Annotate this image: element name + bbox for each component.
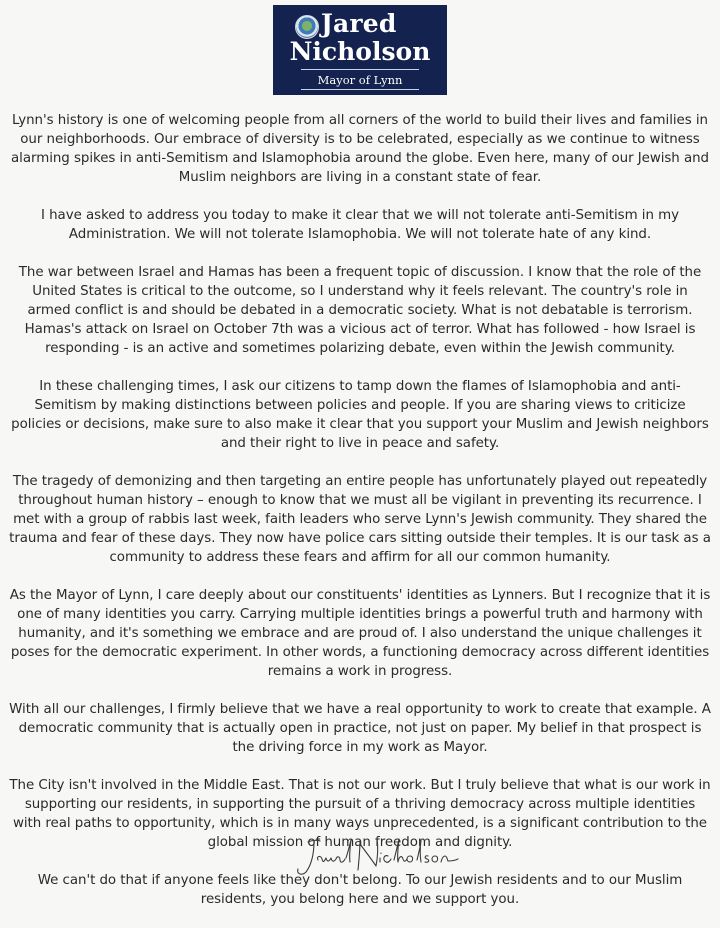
paragraph-8: The City isn't involved in the Middle East. That is not our work. But I truly believe that what is our work in supporting our residents, in supporting the pursuit of a thriving democracy across multiple identities with real paths to opportunity, which is in many ways unprecedented, is a significant contribution to the global mission of human freedom and dignity. — [9, 778, 711, 850]
logo-last-name: Nicholson — [289, 37, 431, 66]
logo-divider-bottom — [301, 89, 419, 90]
mayor-logo — [273, 5, 447, 95]
logo-divider — [301, 69, 419, 70]
letter-body — [9, 111, 711, 928]
paragraph-5: The tragedy of demonizing and then targeting an entire people has unfortunately played out repeatedly throughout human history – enough to know that we must all be vigilant in preventing its recurrence. I met with a group of rabbis last week, faith leaders who serve Lynn's Jewish community. They shared the trauma and fear of these days. They now have police cars sitting outside their temples. It is our task as a community to address these fears and affirm for all our common humanity. — [9, 474, 711, 565]
paragraph-4: In these challenging times, I ask our citizens to tamp down the flames of Islamophobia and anti-Semitism by making distinctions between policies and people. If you are sharing views to criticize policies or decisions, make sure to also make it clear that you support your Muslim and Jewish neighbors and their right to live in peace and safety. — [11, 379, 709, 451]
paragraph-6: As the Mayor of Lynn, I care deeply about our constituents' identities as Lynners. But I recognize that it is one of many identities you carry. Carrying multiple identities brings a powerful truth and harmony with humanity, and it's something we embrace and are proud of. I also understand the unique challenges it poses for the democratic experiment. In other words, a functioning democracy across different identities remains a work in progress. — [9, 588, 711, 679]
paragraph-2: I have asked to address you today to make it clear that we will not tolerate anti-Semitism in my Administration. We will not tolerate Islamophobia. We will not tolerate hate of any kind. — [41, 208, 679, 242]
paragraph-7: With all our challenges, I firmly believe that we have a real opportunity to work to create that example. A democratic community that is actually open in practice, not just on paper. My belief in that prospect is the driving force in my work as Mayor. — [9, 702, 711, 755]
city-seal-icon — [295, 15, 319, 39]
paragraph-1: Lynn's history is one of welcoming people from all corners of the world to build their lives and families in our neighborhoods. Our embrace of diversity is to be celebrated, especially as we continue to witness alarming spikes in anti-Semitism and Islamophobia around the globe. Even here, many of our Jewish and Muslim neighbors are living in a constant state of fear. — [11, 113, 709, 185]
signature — [290, 834, 460, 884]
paragraph-3: The war between Israel and Hamas has been a frequent topic of discussion. I know that the role of the United States is critical to the outcome, so I understand why it feels relevant. The country's role in armed conflict is and should be debated in a democratic society. What is not debatable is terrorism. Hamas's attack on Israel on October 7th was a vicious act of terror. What has followed - how Israel is responding - is an active and sometimes polarizing debate, even within the Jewish community. — [18, 265, 702, 356]
logo-subtitle: Mayor of Lynn — [317, 73, 403, 87]
paragraph-9: We can't do that if anyone feels like they don't belong. To our Jewish residents and to our Muslim residents, you belong here and we support you. — [37, 873, 683, 907]
logo-first-name: Jared — [321, 9, 397, 38]
